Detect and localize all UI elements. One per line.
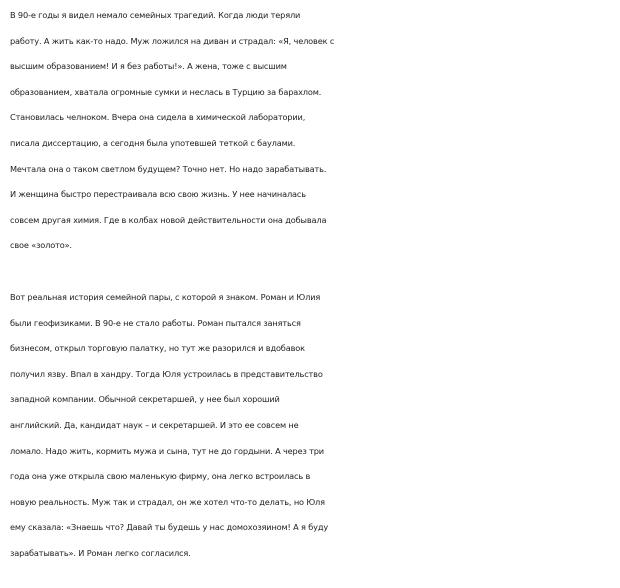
- text-line: получил язву. Впал в хандру. Тогда Юля устроилась в представительство: [10, 368, 323, 379]
- text-line: образованием, хватала огромные сумки и неслась в Турцию за барахлом.: [10, 86, 322, 97]
- paragraph-2: [10, 285, 616, 567]
- text-line: года она уже открыла свою маленькую фирму, она легко встроилась в: [10, 471, 311, 482]
- text-line: новую реальность. Муж так и страдал, он же хотел что-то делать, но Юля: [10, 496, 325, 507]
- text-line: были геофизиками. В 90-е не стало работы. Роман пытался заняться: [10, 317, 301, 328]
- text-line: писала диссертацию, а сегодня была употевшей теткой с баулами.: [10, 137, 296, 148]
- text-line: высшим образованием! И я без работы!». А жена, тоже с высшим: [10, 61, 287, 72]
- text-line: В 90-е годы я видел немало семейных трагедий. Когда люди теряли: [10, 10, 301, 20]
- article-text: [10, 3, 616, 566]
- text-line: И женщина быстро перестраивала всю свою жизнь. У нее начиналась: [10, 189, 306, 200]
- text-line: совсем другая химия. Где в колбах новой действительности она добывала: [10, 214, 327, 225]
- text-line: Мечтала она о таком светлом будущем? Точно нет. Но надо зарабатывать.: [10, 163, 327, 174]
- text-line: Вот реальная история семейной пары, с которой я знаком. Роман и Юлия: [10, 291, 321, 302]
- text-line: западной компании. Обычной секретаршей, у нее был хороший: [10, 394, 280, 405]
- paragraph-spacer: [10, 259, 616, 285]
- text-line: свое «золото».: [10, 240, 72, 251]
- text-line: зарабатывать». И Роман легко согласился.: [10, 547, 191, 558]
- paragraph-1: [10, 3, 616, 259]
- text-line: ему сказала: «Знаешь что? Давай ты будешь у нас домохозяином! А я буду: [10, 522, 329, 533]
- text-line: Становилась челноком. Вчера она сидела в химической лаборатории,: [10, 112, 306, 123]
- text-line: ломало. Надо жить, кормить мужа и сына, тут не до гордыни. А через три: [10, 445, 324, 456]
- text-line: работу. А жить как-то надо. Муж ложился на диван и страдал: «Я, человек с: [10, 35, 335, 46]
- text-line: бизнесом, открыл торговую палатку, но тут же разорился и вдобавок: [10, 343, 305, 354]
- text-line: английский. Да, кандидат наук – и секретаршей. И это ее совсем не: [10, 419, 299, 430]
